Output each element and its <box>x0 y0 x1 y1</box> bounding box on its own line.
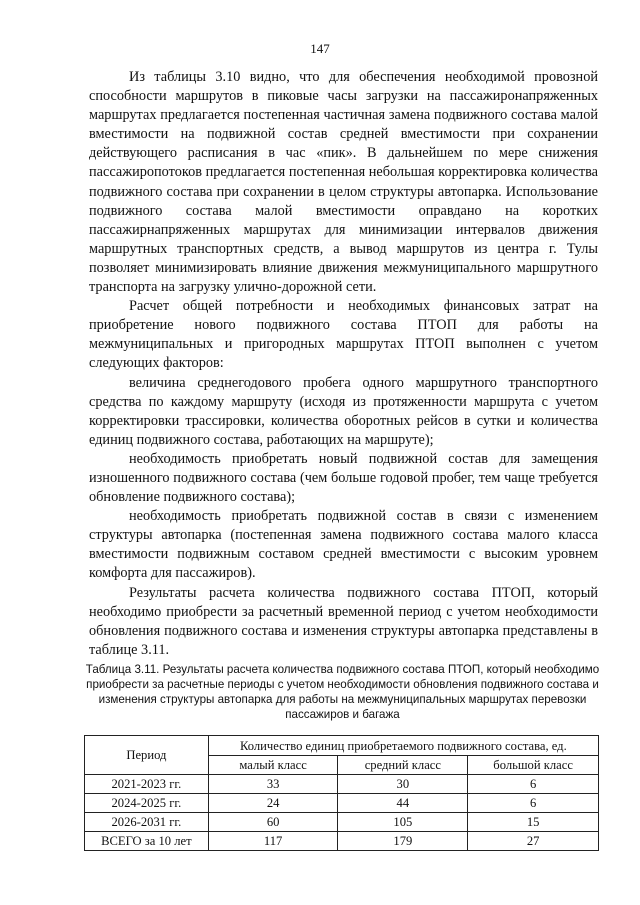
value-cell: 44 <box>338 794 468 813</box>
value-cell: 179 <box>338 832 468 851</box>
period-header: Период <box>85 736 209 775</box>
table-row <box>85 775 599 794</box>
table-row-total <box>85 832 599 851</box>
value-cell: 6 <box>468 775 599 794</box>
paragraph: величина среднегодового пробега одного маршрутного транспортного средства по каждому маршруту (исходя из протяженности маршрута с учетом корректировки трассировки, количества оборотных рейсов в сутки и количества единиц подвижного состава, работающих на маршруте); <box>89 374 598 448</box>
quantity-group-header: Количество единиц приобретаемого подвижного состава, ед. <box>208 736 598 756</box>
value-cell: 15 <box>468 813 599 832</box>
table-caption: Таблица 3.11. Результаты расчета количества подвижного состава ПТОП, который необходимо приобрести за расчетные периоды с учетом необходимости обновления подвижного состава и изменения структуры автопарка для работы на межмуниципальных маршрутах перевозки пассажиров и багажа <box>85 663 600 721</box>
body-text <box>89 68 598 660</box>
value-cell: 27 <box>468 832 599 851</box>
value-cell: 30 <box>338 775 468 794</box>
column-header: средний класс <box>338 756 468 775</box>
results-table <box>84 735 599 851</box>
value-cell: 33 <box>208 775 338 794</box>
value-cell: 24 <box>208 794 338 813</box>
paragraph: Из таблицы 3.10 видно, что для обеспечения необходимой провозной способности маршрутов в пиковые часы загрузки на пассажиронапряженных маршрутах предлагается постепенная частичная замена подвижного состава малой вместимости на подвижной состав средней вместимости при сохранении действующего расписания в час «пик». В дальнейшем по мере снижения пассажиропотоков предлагается постепенная небольшая корректировка количества подвижного состава при сохранении в целом структуры автопарка. Использование подвижного состава малой вместимости оправдано на коротких пассажирнапряженных маршрутах для минимизации интервалов движения маршрутных транспортных средств, а вывод маршрутов из центра г. Тулы позволяет минимизировать влияние движения межмуниципального маршрутного транспорта на загрузку улично-дорожной сети. <box>89 69 598 296</box>
column-header: большой класс <box>468 756 599 775</box>
period-cell: 2024-2025 гг. <box>85 794 209 813</box>
period-cell: 2026-2031 гг. <box>85 813 209 832</box>
period-cell: 2021-2023 гг. <box>85 775 209 794</box>
table-row <box>85 794 599 813</box>
value-cell: 105 <box>338 813 468 832</box>
paragraph: Результаты расчета количества подвижного состава ПТОП, который необходимо приобрести за расчетный временной период с учетом необходимости обновления подвижного состава и изменения структуры автопарка представлены в таблице 3.11. <box>89 584 598 658</box>
value-cell: 6 <box>468 794 599 813</box>
paragraph: Расчет общей потребности и необходимых финансовых затрат на приобретение нового подвижного состава ПТОП для работы на межмуниципальных и пригородных маршрутах ПТОП выполнен с учетом следующих факторов: <box>89 298 598 372</box>
paragraph: необходимость приобретать подвижной состав в связи с изменением структуры автопарка (постепенная замена подвижного состава малого класса вместимости подвижным составом средней вместимости с высоким уровнем комфорта для пассажиров). <box>89 508 598 582</box>
value-cell: 117 <box>208 832 338 851</box>
column-header: малый класс <box>208 756 338 775</box>
page-number: 147 <box>310 41 330 56</box>
period-cell: ВСЕГО за 10 лет <box>85 832 209 851</box>
paragraph: необходимость приобретать новый подвижной состав для замещения изношенного подвижного состава (чем больше годовой пробег, тем чаще требуется обновление подвижного состава); <box>89 450 598 506</box>
value-cell: 60 <box>208 813 338 832</box>
table-row <box>85 813 599 832</box>
